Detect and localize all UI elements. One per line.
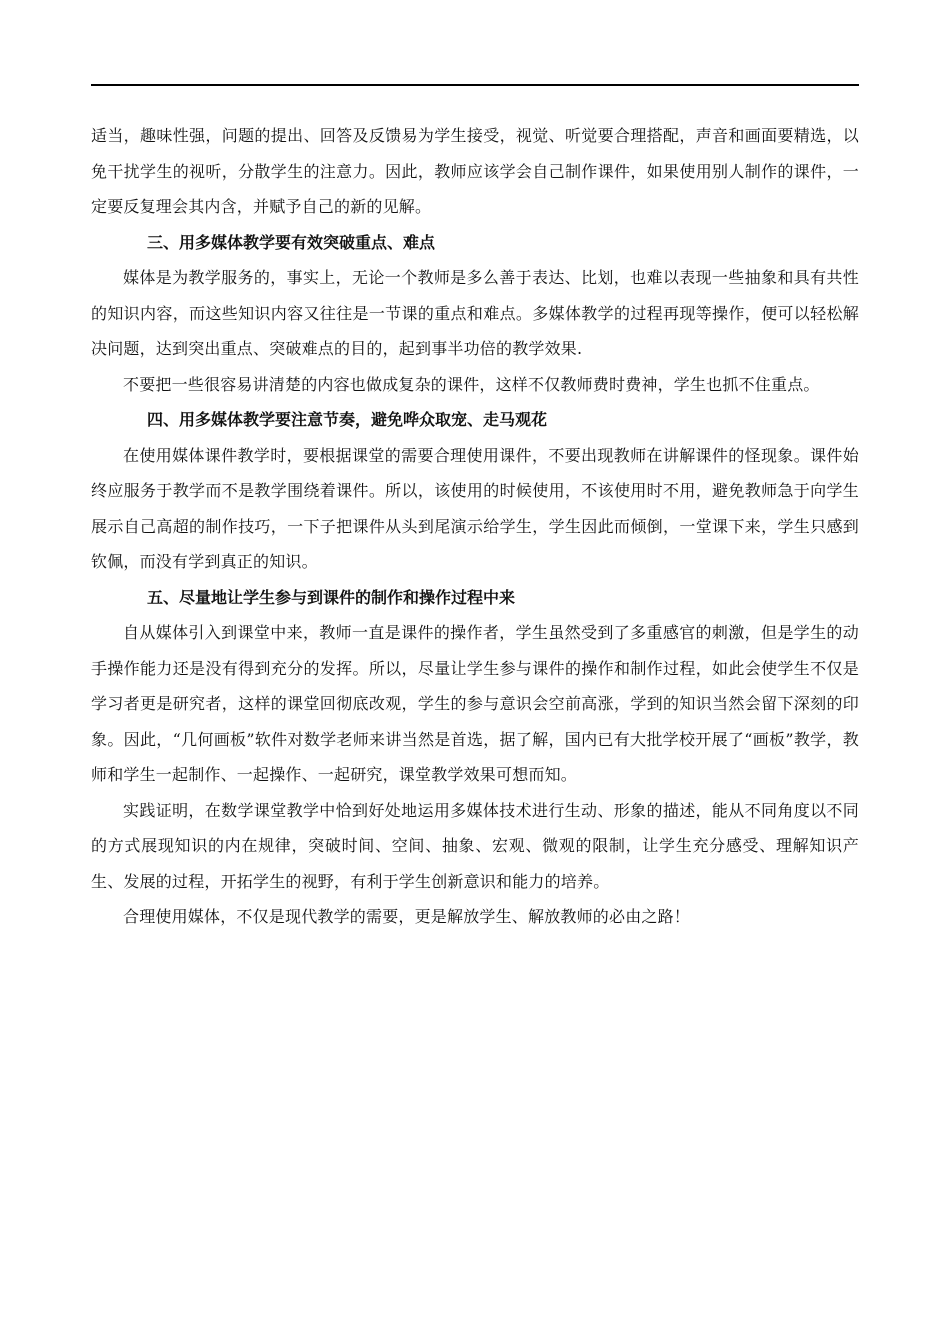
document-body: [91, 118, 859, 935]
paragraph-5: 自从媒体引入到课堂中来，教师一直是课件的操作者，学生虽然受到了多重感官的刺激，但是学生的动手操作能力还是没有得到充分的发挥。所以，尽量让学生参与课件的操作和制作过程，如此会使学生不仅是学习者更是研究者，这样的课堂回彻底改观，学生的参与意识会空前高涨，学到的知识当然会留下深刻的印象。因此，“几何画板”软件对数学老师来讲当然是首选，据了解，国内已有大批学校开展了“画板”教学，教师和学生一起制作、一起操作、一起研究，课堂教学效果可想而知。: [91, 623, 859, 784]
paragraph-3: 不要把一些很容易讲清楚的内容也做成复杂的课件，这样不仅教师费时费神，学生也抓不住重点。: [123, 374, 820, 394]
paragraph-1: 适当，趣味性强，问题的提出、回答及反馈易为学生接受，视觉、听觉要合理搭配，声音和画面要精选，以免干扰学生的视听，分散学生的注意力。因此，教师应该学会自己制作课件，如果使用别人制作的课件，一定要反复理会其内含，并赋予自己的新的见解。: [91, 126, 859, 216]
paragraph-2: 媒体是为教学服务的，事实上，无论一个教师是多么善于表达、比划，也难以表现一些抽象和具有共性的知识内容，而这些知识内容又往往是一节课的重点和难点。多媒体教学的过程再现等操作，便可以轻松解决问题，达到突出重点、突破难点的目的，起到事半功倍的教学效果.: [91, 268, 859, 358]
paragraph-4: 在使用媒体课件教学时，要根据课堂的需要合理使用课件，不要出现教师在讲解课件的怪现象。课件始终应服务于教学而不是教学围绕着课件。所以，该使用的时候使用，不该使用时不用，避免教师急于向学生展示自己高超的制作技巧，一下子把课件从头到尾演示给学生，学生因此而倾倒，一堂课下来，学生只感到钦佩，而没有学到真正的知识。: [91, 445, 859, 571]
section-heading-5: 五、尽量地让学生参与到课件的制作和操作过程中来: [147, 587, 516, 607]
paragraph-7: 合理使用媒体，不仅是现代教学的需要，更是解放学生、解放教师的必由之路！: [123, 907, 691, 926]
section-heading-3: 三、用多媒体教学要有效突破重点、难点: [147, 232, 436, 252]
header-rule: [91, 84, 859, 86]
section-heading-4: 四、用多媒体教学要注意节奏，避免哗众取宠、走马观花: [147, 410, 548, 429]
paragraph-6: 实践证明，在数学课堂教学中恰到好处地运用多媒体技术进行生动、形象的描述，能从不同角度以不同的方式展现知识的内在规律，突破时间、空间、抽象、宏观、微观的限制，让学生充分感受、理解知识产生、发展的过程，开拓学生的视野，有利于学生创新意识和能力的培养。: [91, 800, 859, 891]
